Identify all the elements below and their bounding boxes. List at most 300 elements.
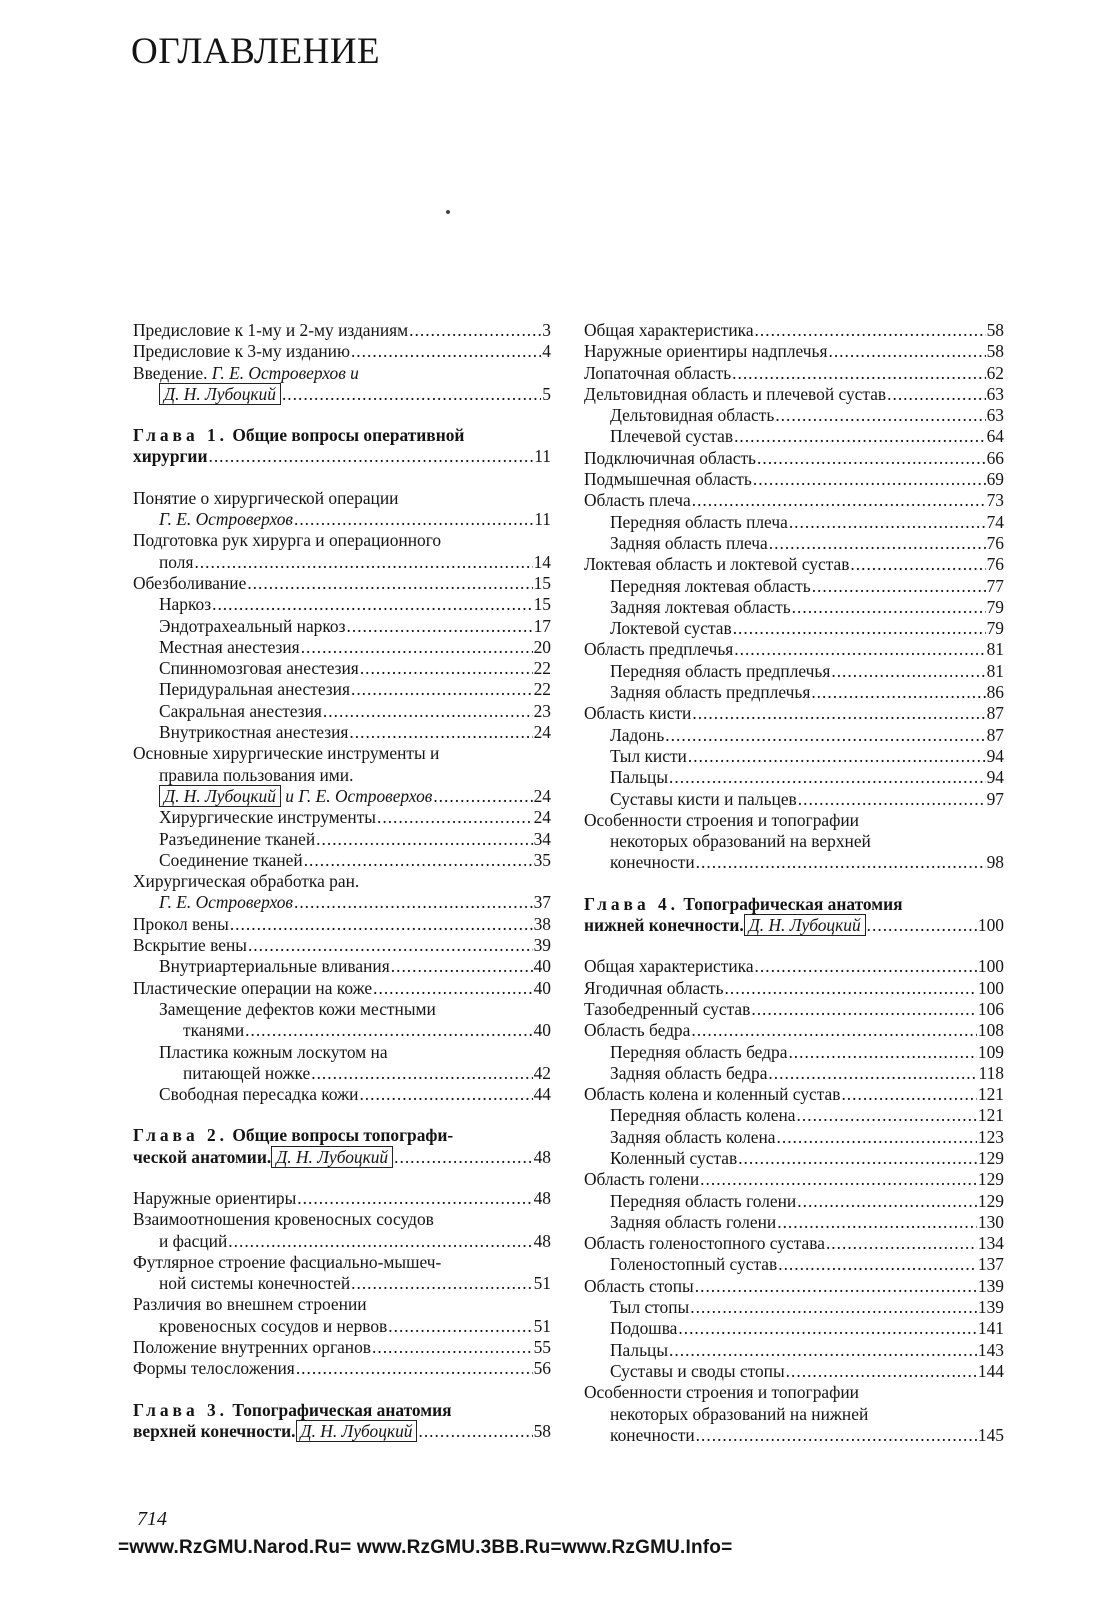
entry-text: Задняя область плеча — [610, 532, 768, 553]
page-ref: 145 — [977, 1424, 1004, 1445]
section-gap — [133, 468, 551, 488]
toc-entry-title — [133, 1209, 434, 1230]
page-ref: 37 — [533, 892, 551, 913]
entry-text: Различия во внешнем строении — [133, 1294, 367, 1315]
page-ref: 55 — [533, 1337, 551, 1358]
page-ref: 100 — [977, 956, 1004, 977]
entry-text: Передняя область голени — [610, 1190, 797, 1211]
leader-dots — [777, 1212, 977, 1233]
entry-text: Топографическая анатомия — [683, 893, 903, 914]
leader-dots — [316, 829, 532, 850]
leader-dots — [349, 722, 532, 743]
toc-entry-title — [610, 852, 695, 873]
leader-dots — [391, 956, 533, 977]
leader-dots — [700, 1169, 977, 1190]
entry-text: правила пользования ими. — [159, 764, 354, 785]
toc-entry — [584, 1020, 1004, 1041]
page-ref: 121 — [977, 1105, 1004, 1126]
leader-dots — [695, 1276, 977, 1297]
entry-text: Пальцы — [610, 767, 669, 788]
toc-entry — [584, 1084, 1004, 1105]
toc-entry-title — [133, 1252, 441, 1273]
page-ref: 17 — [533, 615, 551, 636]
toc-entry-title — [159, 679, 350, 700]
entry-text: Особенности строения и топографии — [584, 809, 859, 830]
toc-entry — [584, 1276, 1004, 1297]
toc-entry — [133, 384, 551, 405]
toc-entry-title — [133, 425, 464, 446]
entry-text: Подготовка рук хирурга и операционного — [133, 530, 442, 551]
entry-text: Задняя область колена — [610, 1126, 776, 1147]
leader-dots — [304, 850, 533, 871]
toc-entry — [133, 1294, 551, 1315]
toc-entry-title — [610, 1361, 785, 1382]
toc-entry-title — [610, 618, 732, 639]
entry-text: Наружные ориентиры — [133, 1187, 297, 1208]
section-gap — [133, 405, 551, 425]
toc-entry — [584, 405, 1004, 426]
toc-entry-title — [610, 512, 788, 533]
leader-dots — [732, 363, 985, 384]
toc-entry — [133, 1042, 551, 1063]
entry-text: Разъединение тканей — [159, 828, 316, 849]
toc-entry-title — [159, 509, 293, 530]
leader-dots — [692, 490, 986, 511]
leader-dots — [786, 1361, 977, 1382]
entry-text: Подошва — [610, 1318, 678, 1339]
toc-chapter-heading — [133, 1400, 551, 1421]
leader-dots — [359, 1084, 532, 1105]
page-ref: 143 — [977, 1339, 1004, 1360]
toc-entry — [133, 658, 551, 679]
toc-entry — [584, 639, 1004, 660]
leader-dots — [792, 597, 986, 618]
toc-entry-title — [159, 765, 353, 786]
author-boxed: Д. Н. Лубоцкий — [159, 785, 281, 807]
toc-entry-title — [610, 533, 768, 554]
toc-entry — [133, 743, 551, 764]
toc-entry — [584, 1254, 1004, 1275]
page-ref: 58 — [986, 320, 1004, 340]
leader-dots — [734, 639, 985, 660]
toc-chapter-heading — [133, 1125, 551, 1146]
page-ref: 22 — [533, 658, 551, 679]
toc-entry — [584, 1297, 1004, 1318]
entry-text: Лопаточная область — [584, 362, 732, 383]
toc-entry-title — [610, 1042, 787, 1063]
leader-dots — [294, 892, 533, 913]
page-ref: 130 — [977, 1211, 1004, 1232]
entry-text: Предисловие к 1-му и 2-му изданиям — [133, 320, 409, 340]
entry-text: Соединение тканей — [159, 849, 303, 870]
toc-entry-title — [159, 616, 346, 637]
toc-entry — [584, 1105, 1004, 1126]
toc-entry-title — [159, 384, 281, 405]
leader-dots — [294, 509, 533, 530]
footer-watermark: =www.RzGMU.Narod.Ru= www.RzGMU.3BB.Ru=www.RzGMU.Info= — [118, 1537, 733, 1558]
toc-entry-title — [133, 1188, 296, 1209]
toc-entry — [584, 618, 1004, 639]
toc-entry-title — [610, 426, 733, 447]
page-ref: 87 — [986, 724, 1004, 745]
entry-text: Дельтовидная область и плечевой сустав — [584, 383, 887, 404]
chapter-label: Глава 4. — [584, 893, 680, 914]
toc-entry — [584, 703, 1004, 724]
leader-dots — [733, 618, 986, 639]
page-ref: 15 — [533, 594, 551, 615]
entry-text: Местная анестезия — [159, 636, 300, 657]
toc-entry-title — [133, 1125, 453, 1146]
toc-entry — [133, 1337, 551, 1358]
page-ref: 137 — [977, 1254, 1004, 1275]
leader-dots — [394, 1147, 532, 1168]
page-ref: 40 — [533, 1020, 551, 1041]
toc-entry-title — [610, 1148, 737, 1169]
page-ref: 129 — [977, 1190, 1004, 1211]
page-ref: 58 — [986, 341, 1004, 362]
entry-text: Передняя область колена — [610, 1105, 796, 1126]
entry-text: Область бедра — [584, 1020, 691, 1041]
toc-entry — [133, 1209, 551, 1230]
toc-entry-title — [159, 552, 193, 573]
page-ref: 64 — [986, 426, 1004, 447]
toc-entry — [584, 1340, 1004, 1361]
leader-dots — [692, 703, 985, 724]
toc-entry — [584, 978, 1004, 999]
entry-text: Перидуральная анестезия — [159, 679, 350, 700]
toc-entry-title — [584, 1169, 699, 1190]
toc-entry-title — [584, 320, 754, 341]
toc-entry — [584, 576, 1004, 597]
toc-entry — [584, 725, 1004, 746]
leader-dots — [228, 1231, 532, 1252]
toc-entry — [584, 1191, 1004, 1212]
toc-entry-title — [133, 1294, 367, 1315]
toc-entry-title — [610, 1212, 776, 1233]
page-ref: 97 — [986, 788, 1004, 809]
page-ref: 69 — [986, 469, 1004, 490]
toc-entry — [584, 490, 1004, 511]
leader-dots — [691, 1020, 977, 1041]
leader-dots — [841, 1084, 976, 1105]
toc-entry — [584, 448, 1004, 469]
toc-entry-title — [584, 1233, 825, 1254]
toc-entry-title — [159, 829, 315, 850]
entry-text: Спинномозговая анестезия — [159, 658, 359, 679]
toc-entry — [584, 1212, 1004, 1233]
chapter-label: Глава 3. — [133, 1399, 229, 1420]
entry-text: Наружные ориентиры надплечья — [584, 341, 828, 362]
toc-entry-title — [584, 915, 866, 936]
leader-dots — [194, 552, 532, 573]
leader-dots — [769, 533, 986, 554]
toc-entry — [133, 573, 551, 594]
toc-entry — [584, 597, 1004, 618]
page-ref: 77 — [986, 575, 1004, 596]
page-ref: 48 — [533, 1146, 551, 1167]
toc-entry-title — [159, 594, 211, 615]
toc-left-column — [133, 320, 551, 1442]
page-ref: 79 — [986, 596, 1004, 617]
toc-entry — [133, 363, 551, 384]
toc-entry — [133, 871, 551, 892]
toc-entry — [584, 533, 1004, 554]
toc-entry — [584, 384, 1004, 405]
entry-text: Суставы кисти и пальцев — [610, 788, 797, 809]
toc-entry-title — [133, 1400, 452, 1421]
entry-text: тканями — [183, 1020, 245, 1041]
toc-right-column — [584, 320, 1004, 1446]
entry-text: Формы телосложения — [133, 1358, 295, 1379]
entry-text: питающей ножке — [183, 1062, 311, 1083]
entry-text: Предисловие к 3-му изданию — [133, 341, 350, 362]
toc-entry-title — [159, 892, 293, 913]
entry-text: Ягодичная область — [584, 977, 724, 998]
entry-text: Топографическая анатомия — [232, 1399, 452, 1420]
toc-entry-title — [610, 661, 830, 682]
toc-entry-title — [584, 1276, 694, 1297]
entry-text: Общая характеристика — [584, 320, 754, 340]
page-ref: 129 — [977, 1169, 1004, 1190]
toc-entry-title — [584, 1382, 859, 1403]
page-ref: 48 — [533, 1230, 551, 1251]
toc-entry-title — [133, 978, 372, 999]
entry-text: конечности — [610, 1424, 695, 1445]
toc-entry — [584, 682, 1004, 703]
toc-entry — [584, 1361, 1004, 1382]
toc-entry — [133, 552, 551, 573]
page-ref: 74 — [986, 511, 1004, 532]
toc-entry-title — [159, 1231, 227, 1252]
entry-text: Коленный сустав — [610, 1147, 738, 1168]
author-name: Г. Е. Островерхов — [159, 892, 293, 913]
page-ref: 109 — [977, 1041, 1004, 1062]
toc-entry-title — [610, 1105, 796, 1126]
toc-entry — [133, 637, 551, 658]
entry-text: Голеностопный сустав — [610, 1254, 778, 1275]
leader-dots — [734, 426, 986, 447]
page-ref: 39 — [533, 935, 551, 956]
leader-dots — [690, 1297, 977, 1318]
toc-entry-title — [159, 1273, 350, 1294]
leader-dots — [777, 1127, 977, 1148]
toc-entry — [133, 1231, 551, 1252]
page-ref: 134 — [977, 1233, 1004, 1254]
toc-entry-title — [584, 894, 903, 915]
page-ref: 108 — [977, 1020, 1004, 1041]
entry-text: Прокол вены — [133, 913, 229, 934]
page-ref: 66 — [986, 447, 1004, 468]
toc-entry-title — [133, 320, 408, 341]
toc-entry-title — [159, 807, 376, 828]
toc-entry-title — [610, 767, 668, 788]
page-ref: 86 — [986, 682, 1004, 703]
toc-entry-title — [610, 597, 791, 618]
toc-entry-title — [610, 1340, 668, 1361]
leader-dots — [778, 1254, 977, 1275]
toc-entry-title — [610, 1254, 777, 1275]
page-ref: 118 — [978, 1062, 1004, 1083]
page-ref: 129 — [977, 1147, 1004, 1168]
entry-text: кровеносных сосудов и нервов — [159, 1315, 388, 1336]
toc-entry-title — [159, 722, 348, 743]
toc-entry — [584, 554, 1004, 575]
chapter-label: Глава 1. — [133, 425, 229, 446]
leader-dots — [311, 1063, 532, 1084]
entry-text: Задняя область голени — [610, 1211, 777, 1232]
leader-dots — [812, 576, 986, 597]
entry-text: Локтевая область и локтевой сустав — [584, 554, 850, 575]
toc-entry-title — [159, 1042, 388, 1063]
page-ref: 62 — [986, 362, 1004, 383]
entry-text: Общая характеристика — [584, 956, 754, 977]
entry-text: Пластические операции на коже — [133, 977, 373, 998]
toc-entry — [584, 915, 1004, 936]
leader-dots — [775, 405, 985, 426]
page-ref: 15 — [533, 572, 551, 593]
toc-entry-title — [610, 789, 797, 810]
toc-entry-title — [159, 637, 300, 658]
toc-entry — [133, 786, 551, 807]
page-ref: 23 — [533, 700, 551, 721]
page-ref: 94 — [986, 767, 1004, 788]
toc-entry-title — [610, 1404, 868, 1425]
entry-text: Взаимоотношения кровеносных сосудов — [133, 1209, 434, 1230]
leader-dots — [755, 320, 986, 341]
page-number: 714 — [137, 1508, 167, 1530]
toc-entry — [133, 765, 551, 786]
toc-chapter-heading — [133, 425, 551, 446]
toc-entry-title — [584, 639, 733, 660]
leader-dots — [826, 1233, 977, 1254]
page-title: ОГЛАВЛЕНИЕ — [131, 31, 381, 72]
toc-entry-title — [133, 914, 229, 935]
entry-text: Передняя область плеча — [610, 511, 788, 532]
entry-text: Локтевой сустав — [610, 618, 732, 639]
entry-text: Наркоз — [159, 594, 212, 615]
page-ref: 11 — [534, 446, 551, 467]
entry-text: Передняя область предплечья — [610, 660, 831, 681]
toc-entry — [584, 810, 1004, 831]
toc-entry-title — [610, 682, 810, 703]
entry-text: Задняя область предплечья — [610, 682, 811, 703]
toc-entry-title — [159, 999, 436, 1020]
entry-text: Плечевой сустав — [610, 426, 734, 447]
leader-dots — [828, 341, 985, 362]
entry-text: Введение. — [133, 362, 212, 383]
toc-entry — [584, 767, 1004, 788]
toc-entry — [584, 852, 1004, 873]
toc-entry — [133, 1020, 551, 1041]
entry-text: Общие вопросы оперативной — [232, 425, 465, 446]
entry-text: Суставы и своды стопы — [610, 1360, 785, 1381]
toc-entry — [584, 469, 1004, 490]
section-gap — [133, 1380, 551, 1400]
leader-dots — [372, 1337, 533, 1358]
toc-entry-title — [584, 1084, 840, 1105]
leader-dots — [360, 658, 533, 679]
toc-entry — [584, 746, 1004, 767]
toc-entry-title — [610, 1297, 689, 1318]
toc-entry — [133, 1316, 551, 1337]
toc-entry — [584, 999, 1004, 1020]
toc-entry-title — [159, 1316, 387, 1337]
toc-entry — [584, 789, 1004, 810]
toc-chapter-heading — [584, 894, 1004, 915]
page-ref: 14 — [533, 551, 551, 572]
leader-dots — [757, 448, 986, 469]
leader-dots — [696, 852, 986, 873]
author-name: и Г. Е. Островерхов — [280, 785, 433, 806]
entry-text: Область колена и коленный сустав — [584, 1084, 841, 1105]
toc-entry — [133, 1358, 551, 1379]
toc-entry-title — [584, 490, 691, 511]
entry-text: Тазобедренный сустав — [584, 998, 751, 1019]
chapter-label: Глава 2. — [133, 1125, 229, 1146]
leader-dots — [753, 469, 986, 490]
toc-entry-title — [133, 363, 359, 384]
entry-text: ной системы конечностей — [159, 1273, 351, 1294]
leader-dots — [433, 786, 532, 807]
toc-entry — [584, 320, 1004, 341]
page-ref: 100 — [977, 915, 1004, 936]
toc-entry-title — [610, 831, 871, 852]
entry-text: ческой анатомии. — [133, 1146, 272, 1167]
entry-text: Передняя локтевая область — [610, 575, 811, 596]
leader-dots — [669, 1340, 977, 1361]
toc-entry — [584, 1127, 1004, 1148]
entry-text: верхней конечности. — [133, 1420, 296, 1441]
toc-entry — [133, 509, 551, 530]
leader-dots — [377, 807, 533, 828]
toc-entry-title — [133, 1421, 417, 1442]
leader-dots — [212, 594, 533, 615]
toc-entry-title — [183, 1020, 244, 1041]
toc-entry — [584, 1425, 1004, 1446]
entry-text: Задняя локтевая область — [610, 596, 791, 617]
toc-entry-title — [159, 1084, 358, 1105]
toc-entry-title — [584, 363, 731, 384]
toc-entry-title — [159, 701, 322, 722]
toc-entry — [133, 978, 551, 999]
toc-entry — [133, 1063, 551, 1084]
toc-entry — [584, 512, 1004, 533]
toc-entry-title — [584, 956, 754, 977]
leader-dots — [788, 1042, 976, 1063]
toc-entry-title — [133, 341, 350, 362]
toc-entry — [584, 1404, 1004, 1425]
entry-text: некоторых образований на нижней — [610, 1403, 869, 1424]
page-ref: 4 — [542, 341, 551, 362]
page-ref: 100 — [977, 977, 1004, 998]
toc-entry — [584, 1148, 1004, 1169]
leader-dots — [230, 914, 533, 935]
toc-entry-title — [610, 1127, 776, 1148]
author-name: Г. Е. Островерхов и — [211, 362, 359, 383]
entry-text: Подключичная область — [584, 447, 756, 468]
entry-text: нижней конечности. — [584, 915, 744, 936]
leader-dots — [797, 1191, 977, 1212]
page-ref: 73 — [986, 490, 1004, 511]
leader-dots — [867, 915, 977, 936]
toc-entry — [133, 530, 551, 551]
toc-entry-title — [133, 573, 246, 594]
toc-entry-title — [584, 810, 859, 831]
leader-dots — [665, 725, 985, 746]
toc-entry — [133, 1252, 551, 1273]
page-ref: 81 — [986, 660, 1004, 681]
toc-entry-title — [584, 384, 886, 405]
